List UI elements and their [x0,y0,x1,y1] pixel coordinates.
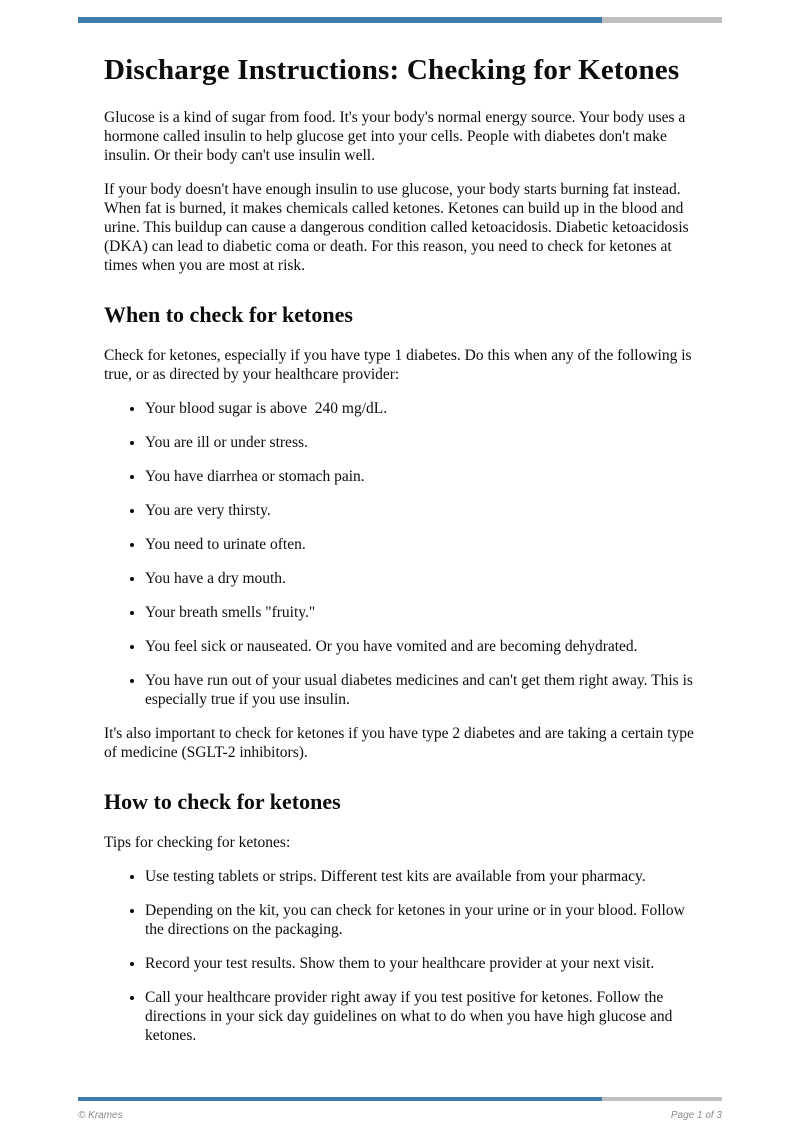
bullet-item: • You have run out of your usual diabetes medicines and can't get them right away. This is especially true if you use insulin. [145,671,696,709]
page-number-text: Page 1 of 3 [670,1110,722,1121]
bullet-list-when [104,399,696,709]
top-rule-blue-segment [78,17,602,23]
section-when-to-check [104,301,696,762]
footer [78,1110,722,1121]
copyright-text: © Krames [78,1110,123,1121]
bullet-item: • You have diarrhea or stomach pain. [145,467,696,486]
footer-rule [78,1097,722,1101]
bullet-item: • Your blood sugar is above 240 mg/dL. [145,399,696,418]
bullet-item: • You have a dry mouth. [145,569,696,588]
intro-paragraph-1: Glucose is a kind of sugar from food. It's your body's normal energy source. Your body uses a hormone called insulin to help glucose get into your cells. People with diabetes don't make insulin. Or their body can't use insulin well. [104,109,690,164]
section-lead-how: Tips for checking for ketones: [104,834,291,851]
bullet-item: • You are ill or under stress. [145,433,696,452]
section-lead-when: Check for ketones, especially if you have type 1 diabetes. Do this when any of the following is true, or as directed by your healthcare provider: [104,347,696,383]
section-heading-when: When to check for ketones [104,302,353,327]
section-how-to-check [104,788,696,1045]
bullet-list-how [104,867,696,1045]
top-rule [78,17,722,23]
footer-rule-gray-segment [602,1097,722,1101]
intro-paragraph-2: If your body doesn't have enough insulin to use glucose, your body starts burning fat instead. When fat is burned, it makes chemicals called ketones. Ketones can build up in the blood and urine. This buildup can cause a dangerous condition called ketoacidosis. Diabetic ketoacidosis (DKA) can lead to diabetic coma or death. For this reason, you need to check for ketones at times when you are most at risk. [104,181,693,274]
bullet-item: • You are very thirsty. [145,501,696,520]
bullet-item: • Record your test results. Show them to your healthcare provider at your next visit. [145,954,696,973]
section-heading-how: How to check for ketones [104,789,341,814]
bullet-item: • Your breath smells "fruity." [145,603,696,622]
bullet-item: • You feel sick or nauseated. Or you have vomited and are becoming dehydrated. [145,637,696,656]
section-outro-when: It's also important to check for ketones if you have type 2 diabetes and are taking a certain type of medicine (SGLT-2 inhibitors). [104,725,698,761]
document-title: Discharge Instructions: Checking for Ketones [104,54,680,86]
footer-rule-blue-segment [78,1097,602,1101]
bullet-item: • You need to urinate often. [145,535,696,554]
bullet-item: • Call your healthcare provider right away if you test positive for ketones. Follow the directions in your sick day guidelines on what to do when you have high glucose and ketones. [145,988,696,1045]
document-body [104,50,696,1060]
bullet-item: • Depending on the kit, you can check for ketones in your urine or in your blood. Follow the directions on the packaging. [145,901,696,939]
bullet-item: • Use testing tablets or strips. Different test kits are available from your pharmacy. [145,867,696,886]
top-rule-gray-segment [602,17,722,23]
